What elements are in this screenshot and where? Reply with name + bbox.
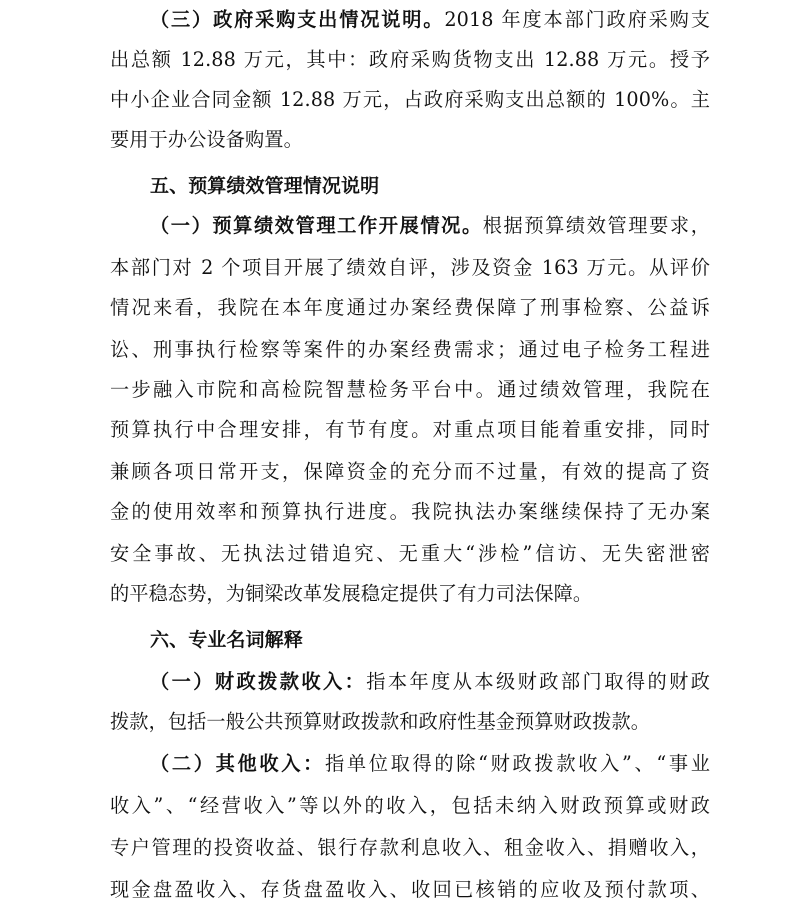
line-text: 预算执行中合理安排，有节有度。对重点项目能着重安排，同时 [110,418,710,441]
paragraph-line [150,670,710,694]
line-text: 情况来看，我院在本年度通过办案经费保障了刑事检察、公益诉 [110,296,710,319]
paragraph-line [110,710,710,734]
paragraph-line [150,8,710,32]
section-heading: 六、专业名词解释 [150,629,303,651]
paragraph-line [110,48,710,72]
line-text: 中小企业合同金额 12.88 万元，占政府采购支出总额的 100%。主 [110,88,710,111]
subsection-lead: （三）政府采购支出情况说明。 [150,8,445,31]
paragraph-line [110,582,710,606]
line-text: 专户管理的投资收益、银行存款利息收入、租金收入、捐赠收入， [110,836,710,859]
paragraph-line [110,500,710,524]
line-text: 一步融入市院和高检院智慧检务平台中。通过绩效管理，我院在 [110,378,710,401]
line-text: 指本年度从本级财政部门取得的财政 [366,670,710,693]
paragraph-line [110,794,710,818]
line-text: 出总额 12.88 万元，其中：政府采购货物支出 12.88 万元。授予 [110,48,710,71]
line-text: 拨款，包括一般公共预算财政拨款和政府性基金预算财政拨款。 [110,710,651,733]
paragraph-line [110,418,710,442]
line-text: 本部门对 2 个项目开展了绩效自评，涉及资金 163 万元。从评价 [110,256,710,279]
section-heading: 五、预算绩效管理情况说明 [150,175,380,197]
paragraph-line [110,836,710,860]
line-text: 安全事故、无执法过错追究、无重大“涉检”信访、无失密泄密 [110,542,710,565]
paragraph-line [110,542,710,566]
line-text: 金的使用效率和预算执行进度。我院执法办案继续保持了无办案 [110,500,710,523]
line-text: 讼、刑事执行检察等案件的办案经费需求；通过电子检务工程进 [110,338,710,361]
line-text: 收入”、“经营收入”等以外的收入，包括未纳入财政预算或财政 [110,794,710,817]
line-text: 2018 年度本部门政府采购支 [444,8,710,31]
line-text: 根据预算绩效管理要求， [482,214,710,237]
subsection-lead: （一）预算绩效管理工作开展情况。 [150,214,483,237]
paragraph-line [150,214,710,238]
paragraph-line [110,128,710,152]
subsection-lead: （二）其他收入： [150,752,326,775]
line-text: 指单位取得的除“财政拨款收入”、“事业 [325,752,710,775]
line-text: 的平稳态势，为铜梁改革发展稳定提供了有力司法保障。 [110,582,593,605]
paragraph-line [110,378,710,402]
line-text: 现金盘盈收入、存货盘盈收入、收回已核销的应收及预付款项、 [110,878,710,901]
paragraph-line [110,88,710,112]
paragraph-line [150,752,710,776]
paragraph-line [110,256,710,280]
paragraph-line [110,878,710,902]
line-text: 要用于办公设备购置。 [110,128,303,151]
line-text: 兼顾各项日常开支，保障资金的充分而不过量，有效的提高了资 [110,460,710,483]
paragraph-line [110,338,710,362]
paragraph-line [110,460,710,484]
paragraph-line [110,296,710,320]
subsection-lead: （一）财政拨款收入： [150,670,367,693]
